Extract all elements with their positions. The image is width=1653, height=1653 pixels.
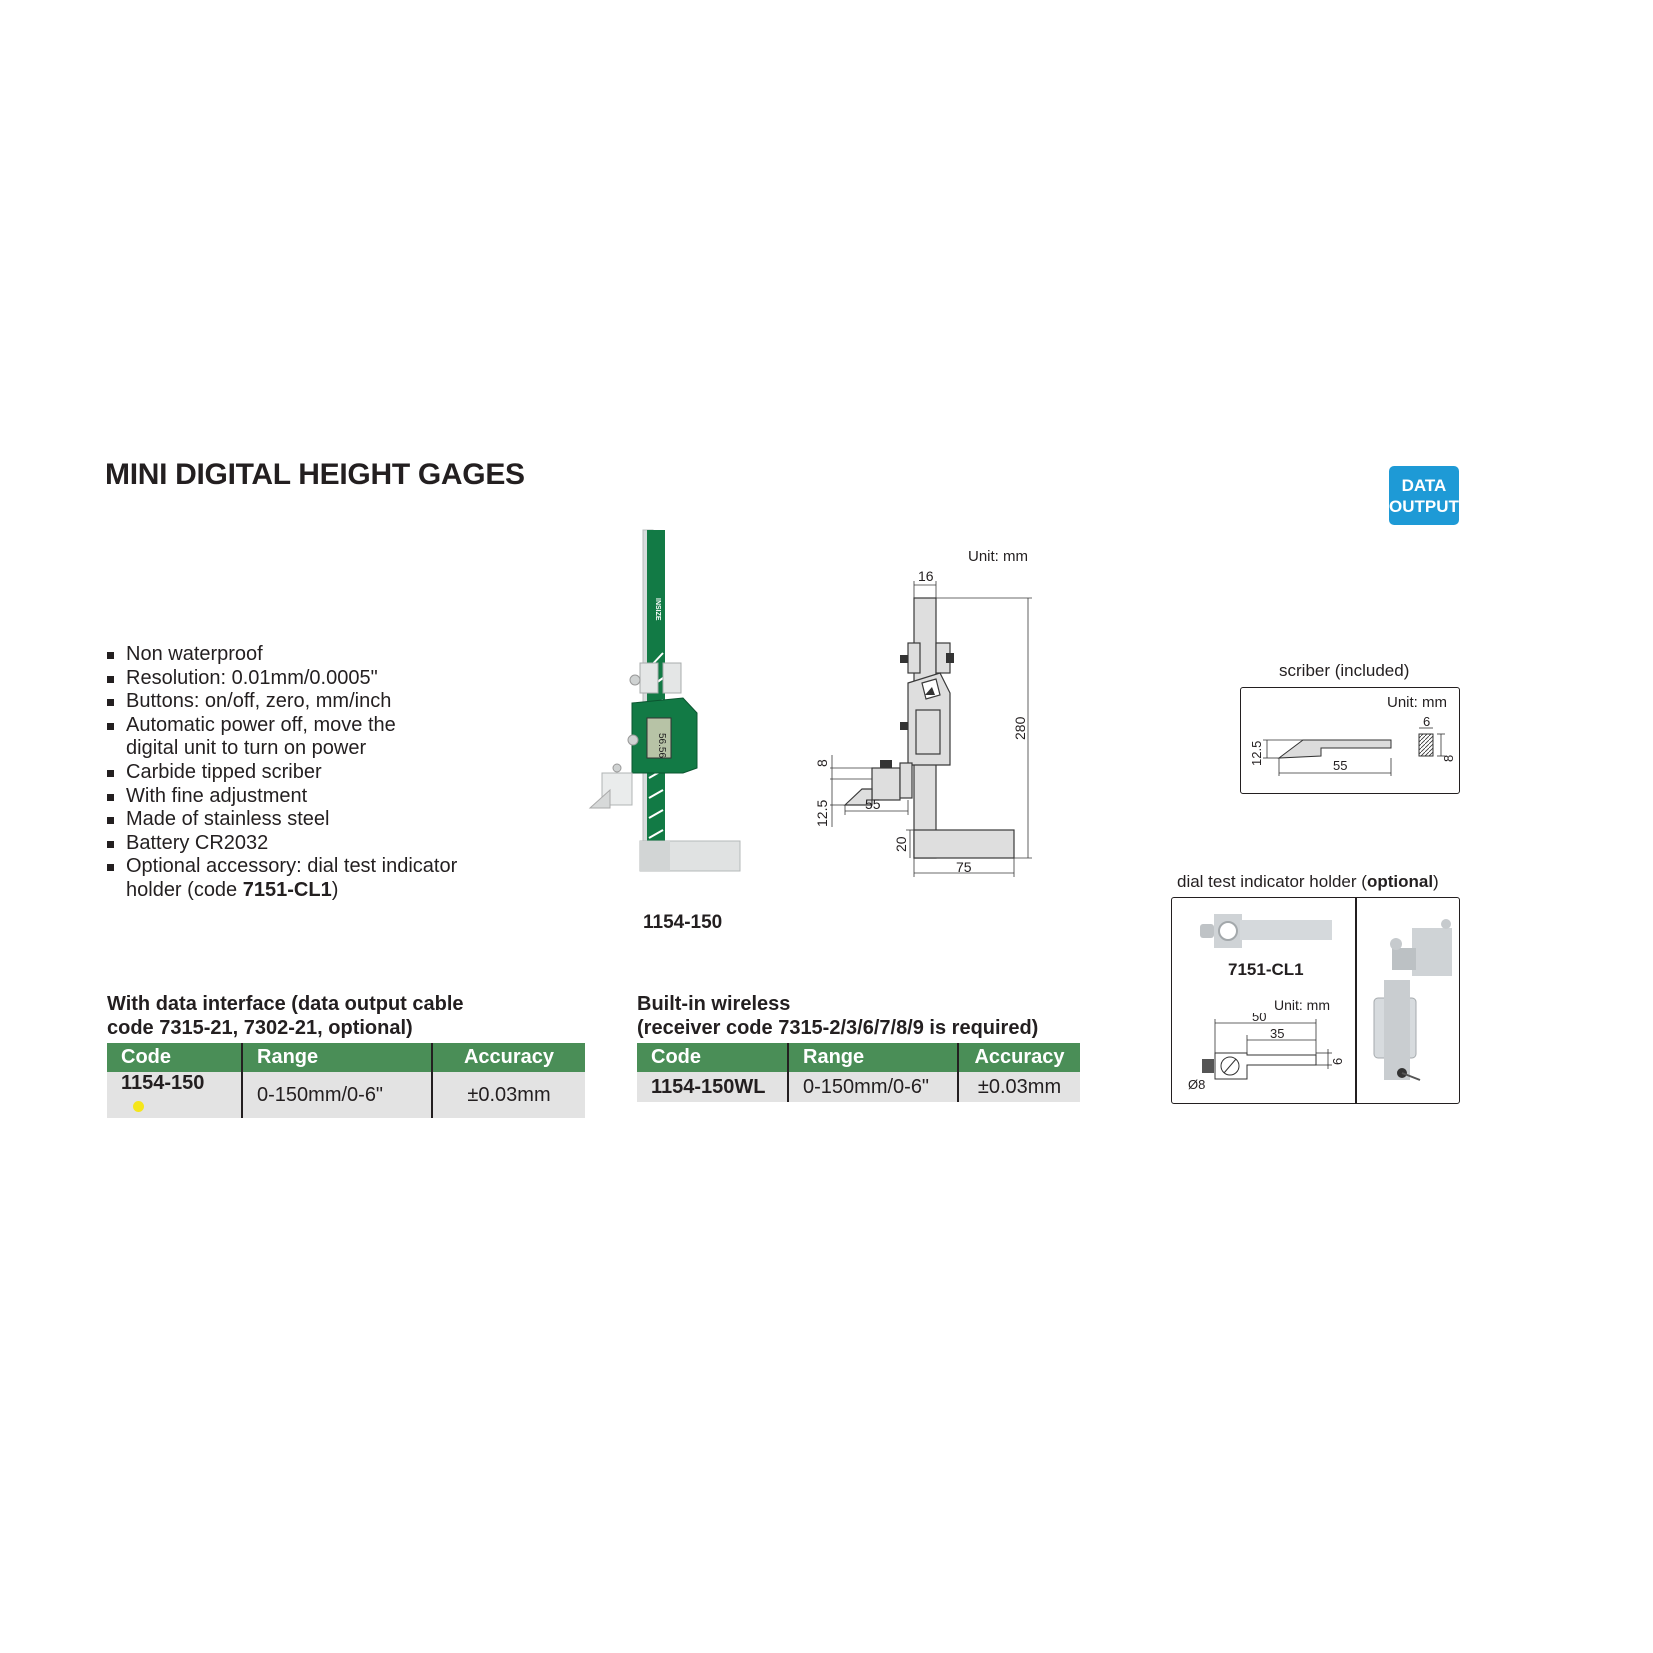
holder-dim-35: 35 xyxy=(1270,1026,1285,1041)
cell-range: 0-150mm/0-6" xyxy=(788,1072,958,1102)
table-wireless xyxy=(637,1043,1080,1102)
holder-unit: Unit: mm xyxy=(1274,997,1330,1013)
feature-item-optional-accessory xyxy=(107,855,486,902)
holder-box xyxy=(1171,897,1460,1104)
feature-item: Carbide tipped scriber xyxy=(107,761,527,785)
heading-line-1: Built-in wireless xyxy=(637,993,791,1015)
feature-item: Non waterproof xyxy=(107,643,527,667)
table-data-interface-heading xyxy=(107,992,464,1040)
holder-divider xyxy=(1355,898,1357,1103)
cell-accuracy: ±0.03mm xyxy=(432,1072,585,1118)
badge-line-1: DATA xyxy=(1401,475,1447,495)
optional-prefix: Optional accessory: dial test indicator holder (code xyxy=(126,855,458,901)
dim-16: 16 xyxy=(918,568,934,584)
dim-75: 75 xyxy=(956,859,972,875)
scriber-dim-6: 6 xyxy=(1423,714,1431,729)
holder-dim-50: 50 xyxy=(1252,1013,1267,1024)
col-range: Range xyxy=(788,1043,958,1072)
feature-item: Resolution: 0.01mm/0.0005" xyxy=(107,667,527,691)
feature-item: With fine adjustment xyxy=(107,785,527,809)
dim-280: 280 xyxy=(1012,716,1028,740)
optional-suffix: ) xyxy=(331,878,339,901)
product-code-caption: 1154-150 xyxy=(643,912,723,933)
new-marker-dot-icon xyxy=(133,1101,144,1112)
table-row xyxy=(637,1072,1080,1102)
scriber-dim-8: 8 xyxy=(1441,754,1456,762)
scriber-unit: Unit: mm xyxy=(1387,694,1447,711)
code-value: 1154-150 xyxy=(121,1072,205,1094)
scriber-drawing xyxy=(1241,688,1459,793)
dim-12-5: 12.5 xyxy=(814,799,830,827)
cell-range: 0-150mm/0-6" xyxy=(242,1072,432,1118)
dim-55: 55 xyxy=(865,796,881,812)
holder-drawing xyxy=(1182,1013,1352,1098)
dim-8: 8 xyxy=(814,759,830,767)
dim-20: 20 xyxy=(893,836,909,852)
page-title: MINI DIGITAL HEIGHT GAGES xyxy=(105,458,525,491)
cell-code xyxy=(107,1072,242,1118)
feature-item: Buttons: on/off, zero, mm/inch xyxy=(107,690,527,714)
table-header-row xyxy=(107,1043,585,1072)
holder-title xyxy=(1177,872,1439,892)
holder-part-photo xyxy=(1192,912,1337,950)
table-header-row xyxy=(637,1043,1080,1072)
product-photo xyxy=(585,528,755,883)
table-row xyxy=(107,1072,585,1118)
holder-title-suffix: ) xyxy=(1433,872,1439,891)
scriber-title: scriber (included) xyxy=(1279,661,1410,680)
optional-code: 7151-CL1 xyxy=(242,878,332,901)
cell-accuracy: ±0.03mm xyxy=(958,1072,1080,1102)
table-wireless-heading xyxy=(637,992,1038,1040)
col-range: Range xyxy=(242,1043,432,1072)
dimension-drawing xyxy=(810,565,1050,880)
cell-code: 1154-150WL xyxy=(637,1072,788,1102)
feature-item: Battery CR2032 xyxy=(107,832,527,856)
feature-item: Made of stainless steel xyxy=(107,808,527,832)
holder-mounted-photo xyxy=(1364,918,1454,1093)
brand-mark: INSIZE xyxy=(654,598,661,621)
col-accuracy: Accuracy xyxy=(432,1043,585,1072)
scriber-box xyxy=(1240,687,1460,794)
holder-dim-bore: Ø8 xyxy=(1188,1077,1206,1092)
holder-dim-6: 6 xyxy=(1330,1057,1345,1065)
lcd-reading: 56.56 xyxy=(656,733,667,759)
scriber-dim-12-5: 12.5 xyxy=(1249,740,1264,766)
col-code: Code xyxy=(107,1043,242,1072)
col-code: Code xyxy=(637,1043,788,1072)
holder-title-optional: optional xyxy=(1366,872,1434,891)
heading-line-2: code 7315-21, 7302-21, optional) xyxy=(107,1017,413,1039)
heading-line-1: With data interface (data output cable xyxy=(107,993,464,1015)
badge-line-2: OUTPUT xyxy=(1389,496,1459,516)
table-data-interface xyxy=(107,1043,585,1118)
feature-list xyxy=(107,643,527,903)
data-output-badge xyxy=(1389,466,1459,525)
holder-title-prefix: dial test indicator holder ( xyxy=(1177,872,1367,891)
col-accuracy: Accuracy xyxy=(958,1043,1080,1072)
heading-line-2: (receiver code 7315-2/3/6/7/8/9 is required) xyxy=(637,1017,1039,1039)
feature-item: Automatic power off, move the digital unit to turn on power xyxy=(107,714,426,761)
drawing-unit-label: Unit: mm xyxy=(968,548,1028,565)
scriber-dim-55: 55 xyxy=(1333,758,1348,773)
holder-code: 7151-CL1 xyxy=(1228,960,1304,979)
